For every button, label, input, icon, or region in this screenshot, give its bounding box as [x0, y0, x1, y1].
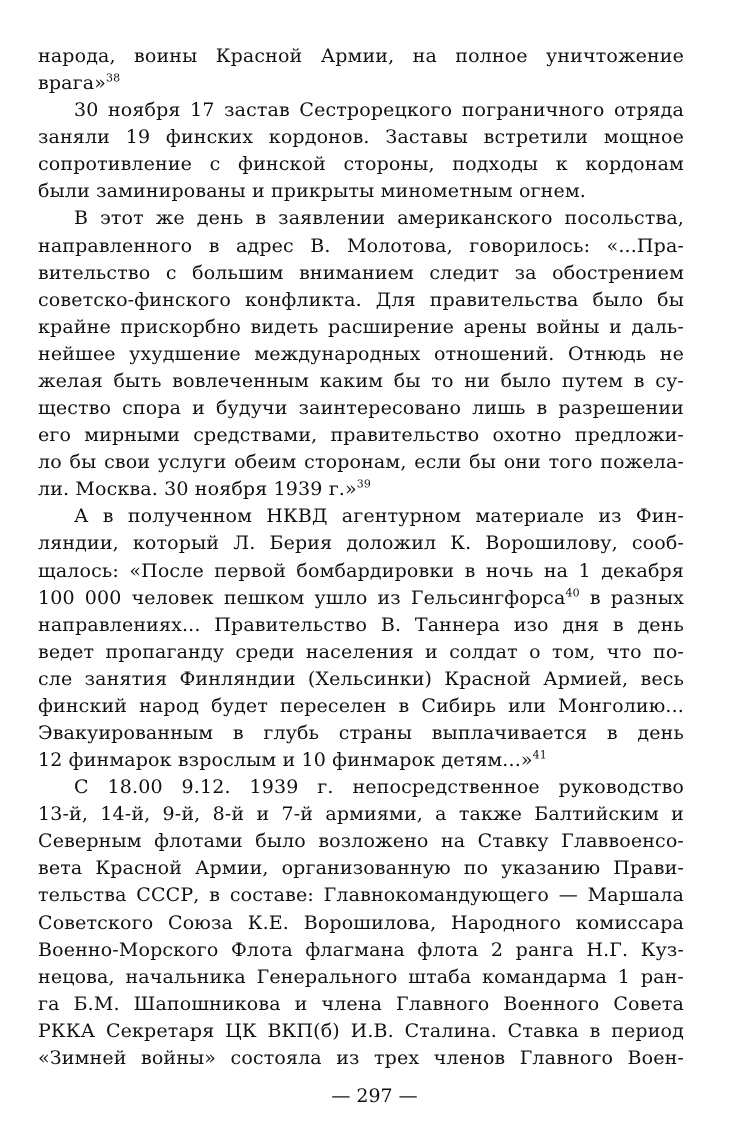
text-line: его мирными средствами, правительство охотно предложи-: [38, 424, 684, 447]
text-line: ли. Москва. 30 ноября 1939 г.»$^{39}$: [38, 477, 372, 501]
text-line: направленного в адрес В. Молотова, говорилось: «...Пра-: [38, 234, 684, 257]
text-line: нейшее ухудшение международных отношений. Отнюдь не: [38, 342, 684, 365]
text-line: сле занятия Финляндии (Хельсинки) Красной Армией, весь: [38, 667, 684, 690]
text-line: Эвакуированным в глубь страны выплачивается в день: [38, 721, 684, 744]
text-line: ло бы свои услуги обеим сторонам, если бы они того пожела-: [38, 451, 684, 474]
text-line: щалось: «После первой бомбардировки в ночь на 1 декабря: [38, 559, 684, 582]
text-line: 100 000 человек пешком ушло из Гельсингфорса$^{40}$ в разных: [38, 586, 684, 609]
text-line: щество спора и будучи заинтересовано лишь в разрешении: [38, 397, 684, 420]
text-line: нецова, начальника Генерального штаба командарма 1 ран-: [38, 965, 684, 988]
text-line: врага»$^{38}$: [38, 71, 121, 95]
text-line: Советского Союза К.Е. Ворошилова, Народного комиссара: [38, 911, 684, 934]
text-line: 13-й, 14-й, 9-й, 8-й и 7-й армиями, а также Балтийским и: [38, 803, 684, 826]
text-line: га Б.М. Шапошникова и члена Главного Военного Совета: [38, 992, 684, 1015]
text-line: «Зимней войны» состояла из трех членов Главного Воен-: [38, 1046, 684, 1069]
text-line: ляндии, который Л. Берия доложил К. Ворошилову, сооб-: [38, 532, 684, 555]
footnote-ref: 41: [532, 748, 547, 762]
text-line: В этот же день в заявлении американского посольства,: [74, 207, 684, 230]
text-line: ведет пропаганду среди населения и солдат о том, что по-: [38, 640, 684, 663]
text-line: крайне прискорбно видеть расширение арены войны и даль-: [38, 315, 684, 338]
text-line: желая быть вовлеченным каким бы то ни было путем в су-: [38, 369, 684, 392]
text-line: 30 ноября 17 застав Сестрорецкого пограничного отряда: [74, 99, 684, 122]
text-line: тельства СССР, в составе: Главнокомандующего — Маршала: [38, 884, 684, 907]
text-line: заняли 19 финских кордонов. Заставы встретили мощное: [38, 126, 684, 149]
text-line: РККА Секретаря ЦК ВКП(б) И.В. Сталина. Ставка в период: [38, 1019, 684, 1042]
text-line: направлениях... Правительство В. Таннера изо дня в день: [38, 613, 684, 636]
text-line: А в полученном НКВД агентурном материале из Фин-: [74, 505, 684, 528]
footnote-ref: 39: [356, 477, 372, 491]
text-line: Военно-Морского Флота флагмана флота 2 ранга Н.Г. Куз-: [38, 938, 684, 961]
text-line: вительство с большим вниманием следит за обострением: [38, 261, 684, 284]
text-line: финский народ будет переселен в Сибирь или Монголию...: [38, 694, 684, 717]
footnote-ref: 38: [106, 71, 121, 85]
text-line: были заминированы и прикрыты минометным огнем.: [38, 180, 586, 203]
text-line: советско-финского конфликта. Для правительства было бы: [38, 288, 684, 311]
text-line: народа, воины Красной Армии, на полное уничтожение: [38, 45, 684, 67]
footnote-ref: 40: [565, 586, 580, 600]
text-line: С 18.00 9.12. 1939 г. непосредственное руководство: [74, 776, 684, 799]
text-line: 12 финмарок взрослым и 10 финмарок детям...»$^{41}$: [38, 748, 547, 772]
text-line: вета Красной Армии, организованную по указанию Прави-: [38, 857, 684, 880]
page-number: — 297 —: [331, 1085, 418, 1107]
text-line: Северным флотами было возложено на Ставку Главвоенсо-: [38, 830, 684, 853]
text-line: сопротивление с финской стороны, подходы к кордонам: [38, 153, 684, 176]
